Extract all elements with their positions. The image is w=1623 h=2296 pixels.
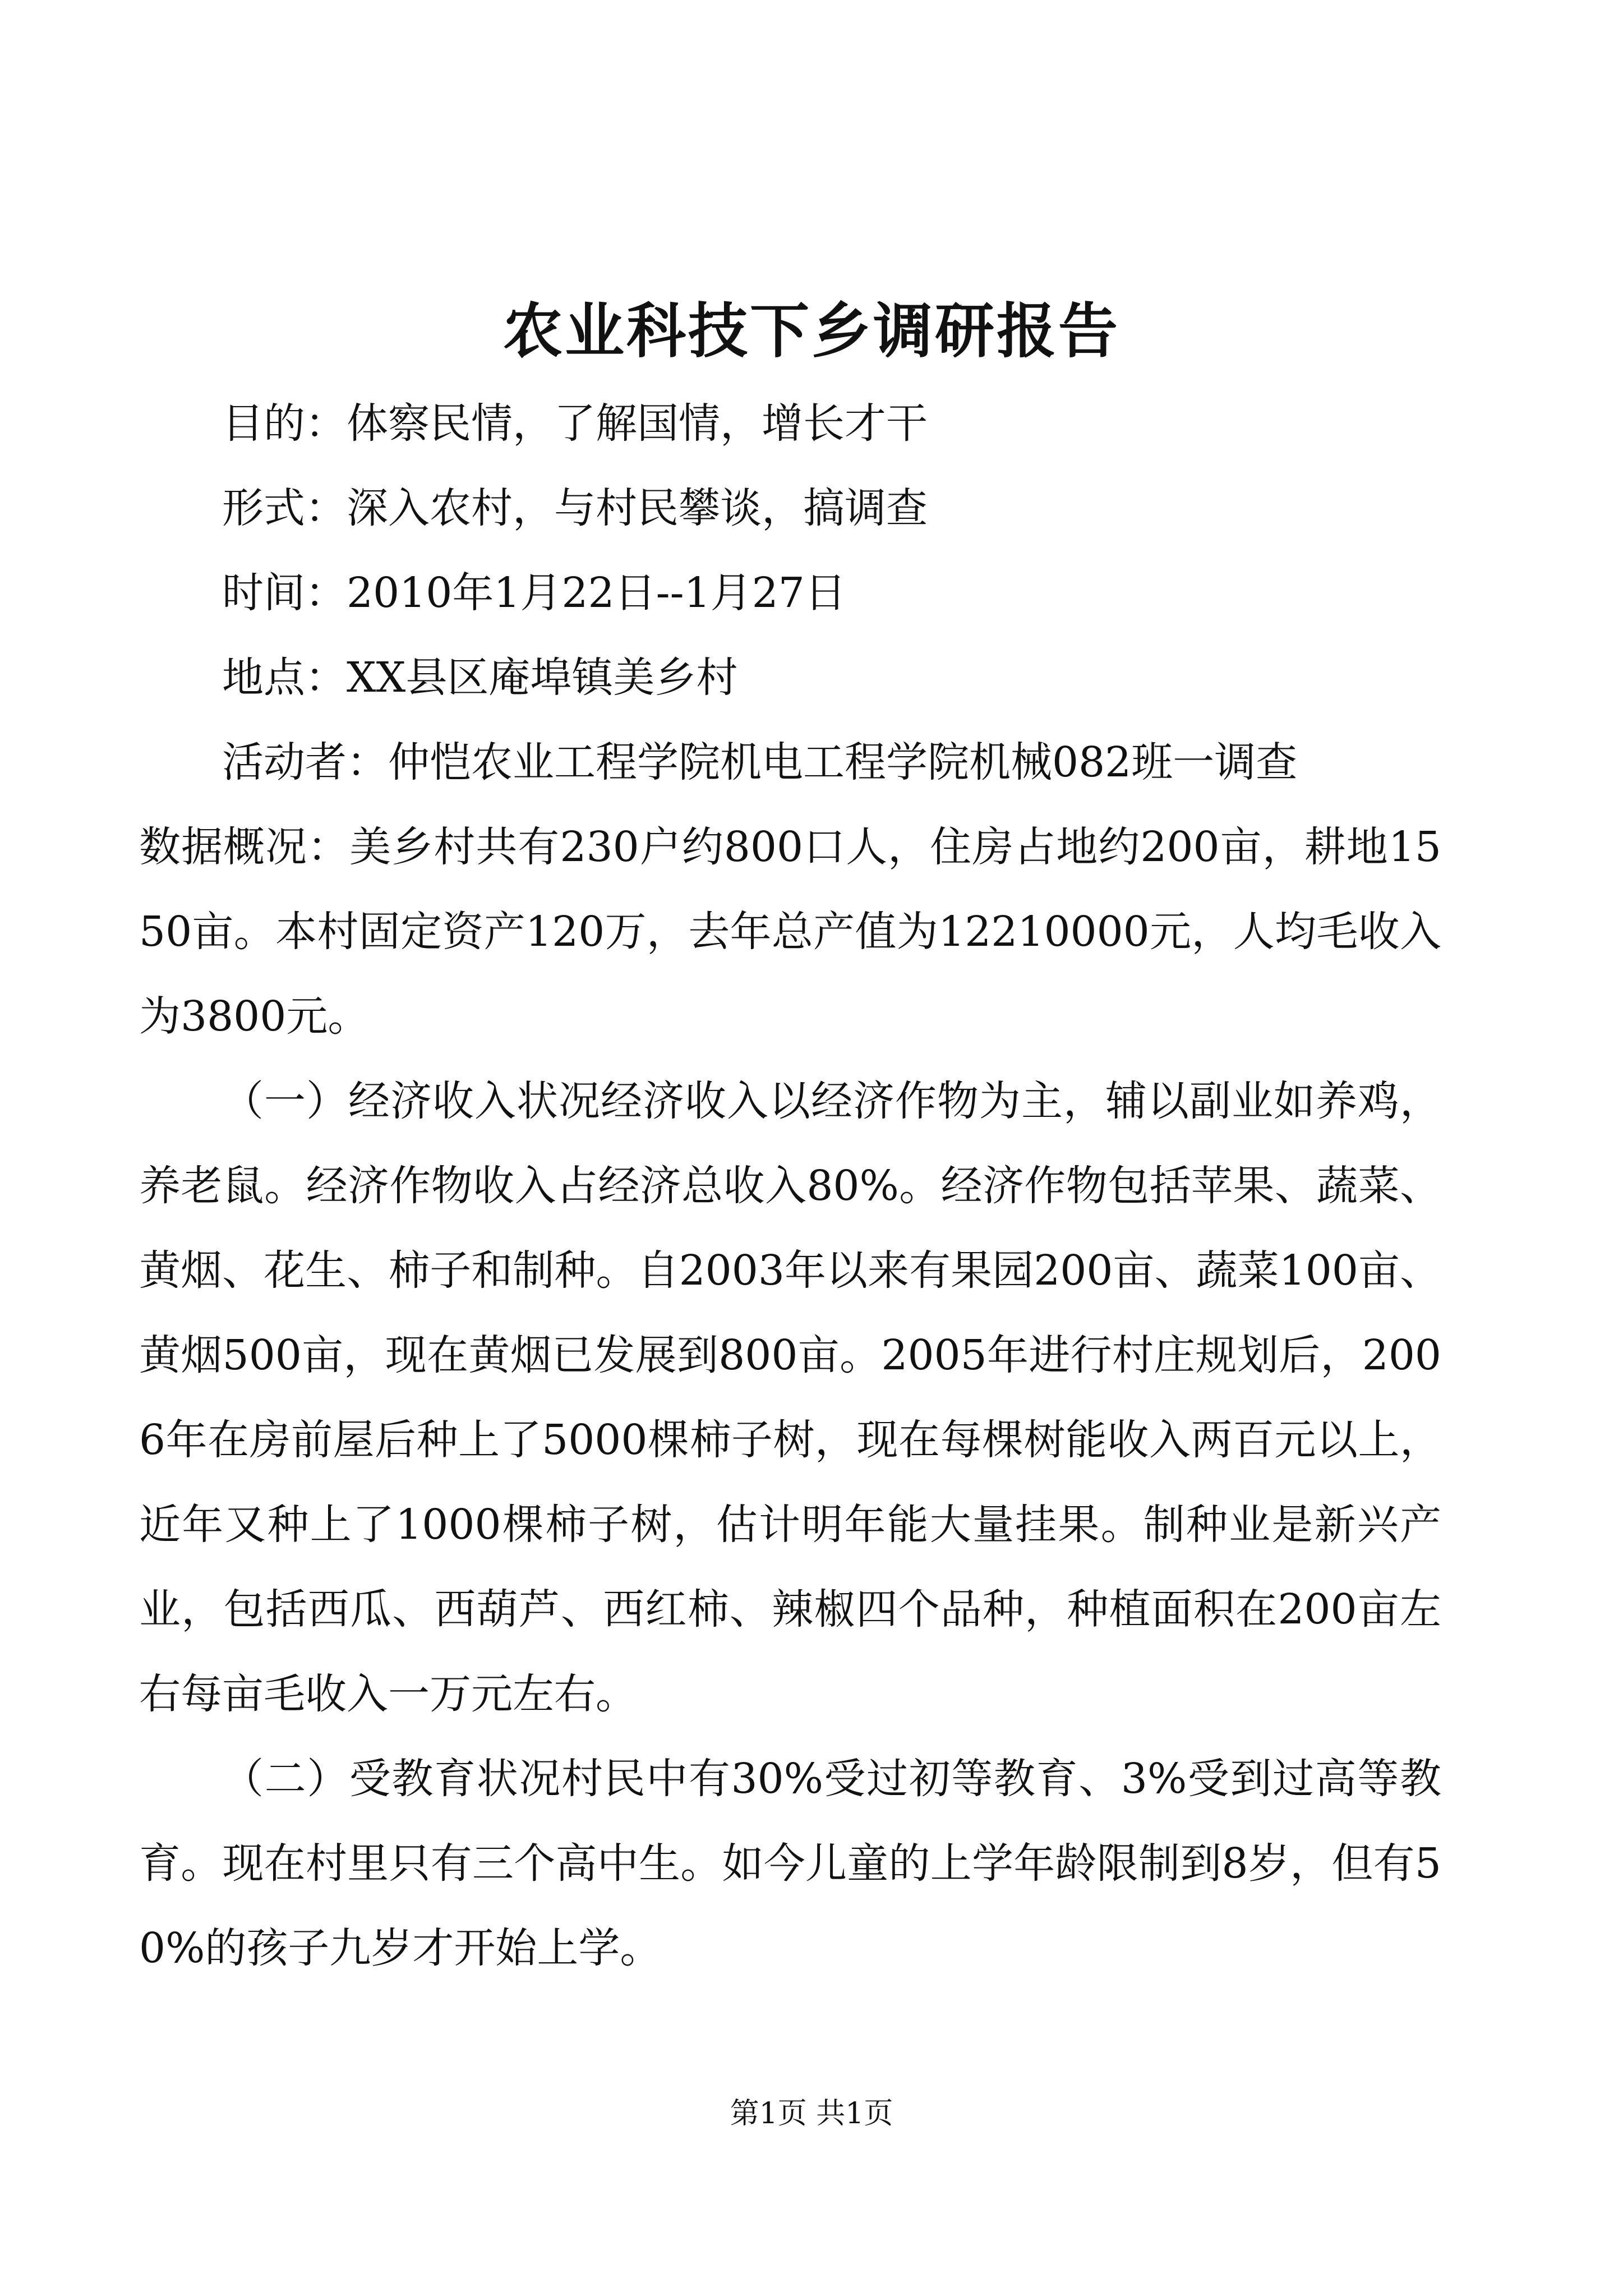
location-line: 地点：XX县区庵埠镇美乡村 [222, 654, 738, 702]
data-overview-paragraph: 数据概况：美乡村共有230户约800口人，住房占地约200亩，耕地1550亩。本村固定资产120万，去年总产值为12210000元，人均毛收入为3800元。 [139, 823, 1441, 1041]
page-number-footer: 第1页 共1页 [730, 2097, 893, 2131]
document-body [139, 381, 1441, 1991]
purpose-line: 目的：体察民情，了解国情，增长才干 [222, 399, 928, 448]
economic-income-paragraph: （一）经济收入状况经济收入以经济作物为主，辅以副业如养鸡，养老鼠。经济作物收入占经济总收入80%。经济作物包括苹果、蔬菜、黄烟、花生、柿子和制种。自2003年以来有果园200亩、蔬菜100亩、黄烟500亩，现在黄烟已发展到800亩。2005年进行村庄规划后，2006年在房前屋后种上了5000棵柿子树，现在每棵树能收入两百元以上，近年又种上了1000棵柿子树，估计明年能大量挂果。制种业是新兴产业，包括西瓜、西葫芦、西红柿、辣椒四个品种，种植面积在200亩左右每亩毛收入一万元左右。 [139, 1077, 1441, 1718]
education-paragraph: （二）受教育状况村民中有30%受过初等教育、3%受到过高等教育。现在村里只有三个高中生。如今儿童的上学年龄限制到8岁，但有50%的孩子九岁才开始上学。 [139, 1755, 1441, 1972]
participants-line: 活动者：仲恺农业工程学院机电工程学院机械082班一调查 [222, 738, 1298, 786]
document-title: 农业科技下乡调研报告 [503, 296, 1120, 366]
time-line: 时间：2010年1月22日--1月27日 [222, 569, 846, 617]
format-line: 形式：深入农村，与村民攀谈，搞调查 [222, 484, 928, 532]
